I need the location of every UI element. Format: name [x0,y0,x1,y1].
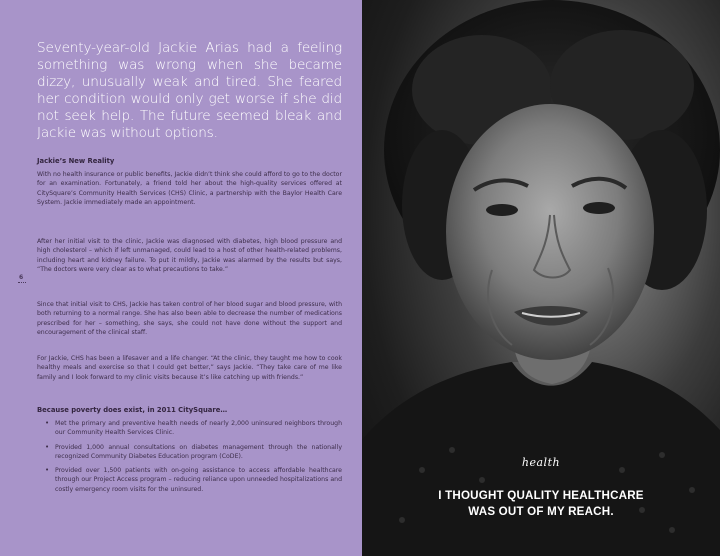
section-heading-new-reality: Jackie’s New Reality [37,157,115,165]
list-item-text: Provided over 1,500 patients with on-going assistance to access affordable healthcare through our Project Access program – reducing reliance upon unneeded hospitalizations and costly emergency room visits for the uninsured. [55,467,342,493]
list-item [37,419,342,438]
right-page [362,0,720,556]
pull-quote [362,488,720,520]
intro-paragraph: Seventy-year-old Jackie Arias had a feeling something was wrong when she became dizzy, unusually weak and tired. She feared her condition would only get worse if she did not seek help. The future seemed bleak and Jackie was without options. [37,40,342,141]
body-paragraph-2: After her initial visit to the clinic, Jackie was diagnosed with diabetes, high blood pressure and high cholesterol – which if left unmanaged, could lead to a host of other health-related problems, including heart and kidney failure. To put it mildly, Jackie was alarmed by the results but says, “The doctors were very clear as to what precautions to take.” [37,238,342,273]
section-heading-poverty: Because poverty does exist, in 2011 CitySquare… [37,406,228,414]
body-paragraph-4: For Jackie, CHS has been a lifesaver and a life changer. “At the clinic, they taught me how to cook healthy meals and exercise so that I could get better,” says Jackie. “They take care of me like family and I look forward to my clinic visits because it’s like catching up with friends.” [37,355,342,381]
accomplishments-list [37,419,342,499]
body-paragraph-3: Since that initial visit to CHS, Jackie has taken control of her blood sugar and blood pressure, with both returning to a normal range. She has also been able to decrease the number of medications prescribed for her – something, she says, she could not have done without the support and encouragement of the clinical staff. [37,301,342,336]
page-number-ornament [18,282,26,283]
bullet-icon: • [45,419,50,427]
bullet-icon: • [45,442,50,451]
pull-quote-line-1: I THOUGHT QUALITY HEALTHCARE [438,489,644,502]
list-item-text: Met the primary and preventive health needs of nearly 2,000 uninsured neighbors through our Community Health Services Clinic. [55,420,342,437]
pull-quote-line-2: WAS OUT OF MY REACH. [468,505,614,518]
list-item [37,466,342,494]
body-paragraph-1: With no health insurance or public benefits, Jackie didn’t think she could afford to go to the doctor for an examination. Fortunately, a friend told her about the high-quality services offered at CitySquare’s Community Health Services (CHS) Clinic, a partnership with the Baylor Health Care System. Jackie immediately made an appointment. [37,171,342,206]
page-number: 6 [19,274,24,281]
bullet-icon: • [45,466,50,475]
list-item-text: Provided 1,000 annual consultations on diabetes management through the nationally recognized Community Diabetes Education program (CoDE). [55,443,342,460]
left-eye [486,204,518,216]
right-eye [583,202,615,214]
section-label-health: health [521,456,561,469]
list-item [37,443,342,462]
portrait-photo [362,0,720,556]
